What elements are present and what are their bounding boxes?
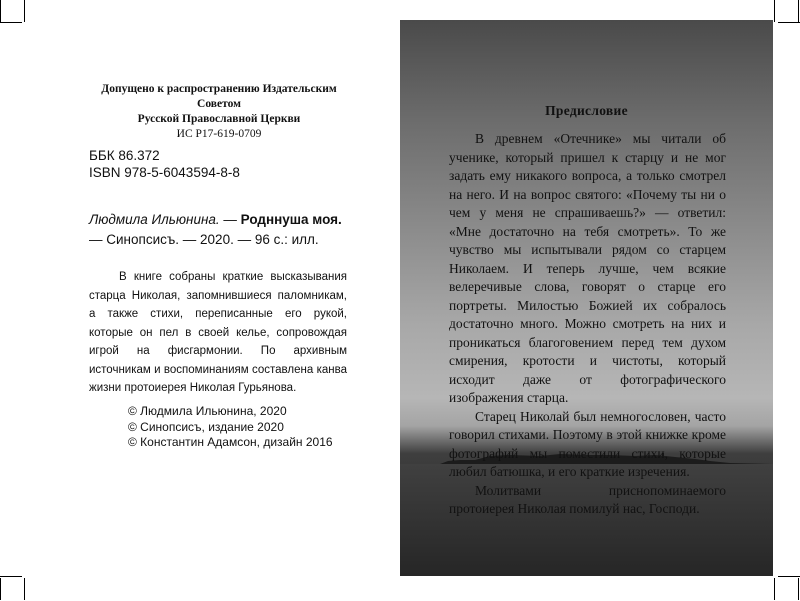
classification-block <box>89 148 240 181</box>
approval-line: Русской Православной Церкви <box>137 113 301 125</box>
citation-dash: — <box>219 212 241 227</box>
crop-mark <box>798 578 799 600</box>
right-page-photo <box>400 20 773 576</box>
bbk-code: ББК 86.372 <box>89 148 160 163</box>
preface-paragraph: В древнем «Отечнике» мы читали об ученике, который пришел к старцу и не мог задать ему никакого вопроса, а только смотрел на него. И на вопрос святого: «Почему ты ни о чем у меня не спрашиваешь?» — ответил: «Мне достаточно на тебя смотреть». То же чувство мы испытывали рядом со старцем Николаем. И теперь лучше, чем всякие велеречивые слова, говорят о старце его портреты. Милостью Божией их собралось достаточно много. Можно смотреть на них и проникаться благоговением перед тем духом смирения, кротости и чистоты, который исходит даже от фотографического изображения старца. <box>449 131 726 405</box>
preface-paragraph: Старец Николай был немногословен, часто говорил стихами. Поэтому в этой книжке кроме фотографий мы поместили стихи, которые любил батюшка, и его краткие изречения. <box>449 408 726 479</box>
copyright-line: © Людмила Ильюнина, 2020 <box>128 404 287 418</box>
crop-mark <box>774 578 775 600</box>
copyright-block <box>128 404 333 451</box>
citation-rest: — Синопсисъ. — 2020. — 96 с.: илл. <box>89 232 319 247</box>
copyright-line: © Синопсисъ, издание 2020 <box>128 419 284 434</box>
citation-title: Родннуша моя. <box>240 212 342 227</box>
preface-text <box>449 130 726 519</box>
approval-block <box>88 82 350 142</box>
crop-mark <box>774 0 775 22</box>
citation-author: Людмила Ильюнина. <box>89 212 220 227</box>
approval-line: Допущено к распространению Издательским Советом <box>101 83 337 110</box>
approval-code: ИС Р17-619-0709 <box>176 128 262 140</box>
preface-paragraph: Молитвами приснопоминаемого протоиерея Николая помилуй нас, Господи. <box>449 482 726 516</box>
crop-mark <box>778 22 800 23</box>
isbn: ISBN 978-5-6043594-8-8 <box>89 164 240 180</box>
crop-mark <box>778 576 800 577</box>
bibliographic-citation <box>89 210 347 250</box>
preface-heading: Предисловие <box>545 103 628 118</box>
annotation: В книге собраны краткие высказывания старца Николая, запомнившиеся паломникам, а также стихи, переписанные его рукой, которые он пел в своей келье, сопровождая игрой на фисгармонии. По архивным источникам и воспоминаниям составлена канва жизни протоиерея Николая Гурьянова. <box>89 271 347 394</box>
copyright-line: © Константин Адамсон, дизайн 2016 <box>128 435 333 449</box>
crop-mark <box>798 0 799 22</box>
